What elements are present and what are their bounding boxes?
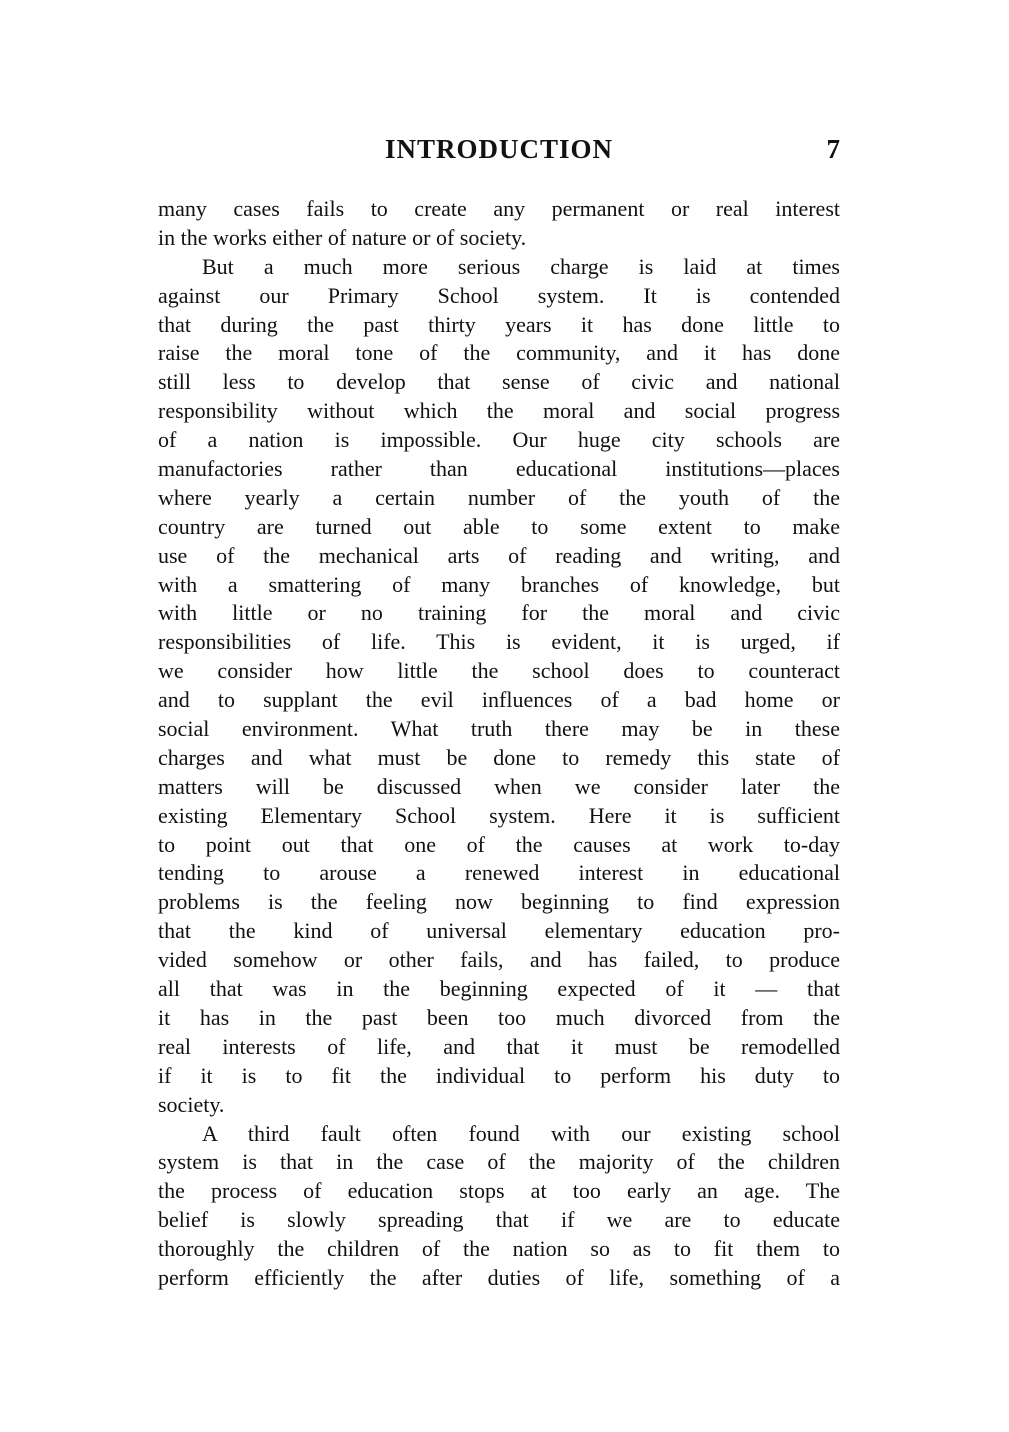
text-line: that during the past thirty years it has done little to xyxy=(158,311,840,337)
text-line: But a much more serious charge is laid at times xyxy=(202,253,840,279)
text-line: in the works either of nature or of society. xyxy=(158,224,527,250)
text-line: responsibilities of life. This is evident, it is urged, if xyxy=(158,629,840,655)
text-line: many cases fails to create any permanent or real interest xyxy=(158,196,840,221)
text-line: existing Elementary School system. Here it is sufficient xyxy=(158,802,840,828)
text-line: against our Primary School system. It is contended xyxy=(158,282,840,308)
running-head xyxy=(158,134,840,168)
text-line: if it is to fit the individual to perform his duty to xyxy=(158,1062,840,1088)
text-line: with a smattering of many branches of knowledge, but xyxy=(158,571,840,597)
text-line: raise the moral tone of the community, and it has done xyxy=(158,340,840,366)
text-line: that the kind of universal elementary education pro- xyxy=(158,918,840,944)
text-line: social environment. What truth there may be in these xyxy=(158,716,840,742)
text-line: of a nation is impossible. Our huge city schools are xyxy=(158,427,840,453)
page-number: 7 xyxy=(826,134,840,164)
text-line: thoroughly the children of the nation so as to fit them to xyxy=(158,1236,840,1262)
text-line: all that was in the beginning expected of it — that xyxy=(158,976,840,1002)
text-line: real interests of life, and that it must be remodelled xyxy=(158,1033,840,1059)
text-line: to point out that one of the causes at work to-day xyxy=(158,831,840,857)
text-line: with little or no training for the moral and civic xyxy=(158,600,840,626)
text-line: society. xyxy=(158,1091,225,1117)
text-line: responsibility without which the moral and social progress xyxy=(158,398,840,424)
text-line: perform efficiently the after duties of life, something of a xyxy=(158,1264,840,1290)
text-line: and to supplant the evil influences of a bad home or xyxy=(158,687,840,713)
text-line: use of the mechanical arts of reading and writing, and xyxy=(158,542,840,568)
chapter-title: INTRODUCTION xyxy=(384,134,614,164)
text-line: A third fault often found with our existing school xyxy=(202,1120,840,1146)
body-text xyxy=(158,195,840,1293)
text-line: still less to develop that sense of civic and national xyxy=(158,369,840,395)
text-line: it has in the past been too much divorced from the xyxy=(158,1004,840,1030)
text-line: belief is slowly spreading that if we are to educate xyxy=(158,1207,840,1233)
text-line: tending to arouse a renewed interest in educational xyxy=(158,860,840,886)
text-line: manufactories rather than educational institutions—places xyxy=(158,456,840,482)
text-line: vided somehow or other fails, and has failed, to produce xyxy=(158,947,840,973)
text-line: charges and what must be done to remedy this state of xyxy=(158,744,840,770)
text-line: matters will be discussed when we consider later the xyxy=(158,773,840,799)
text-line: problems is the feeling now beginning to find expression xyxy=(158,889,840,915)
text-line: country are turned out able to some extent to make xyxy=(158,513,840,539)
text-line: the process of education stops at too early an age. The xyxy=(158,1178,840,1204)
text-line: system is that in the case of the majority of the children xyxy=(158,1149,840,1175)
text-line: we consider how little the school does to counteract xyxy=(158,658,840,684)
text-line: where yearly a certain number of the youth of the xyxy=(158,484,840,510)
